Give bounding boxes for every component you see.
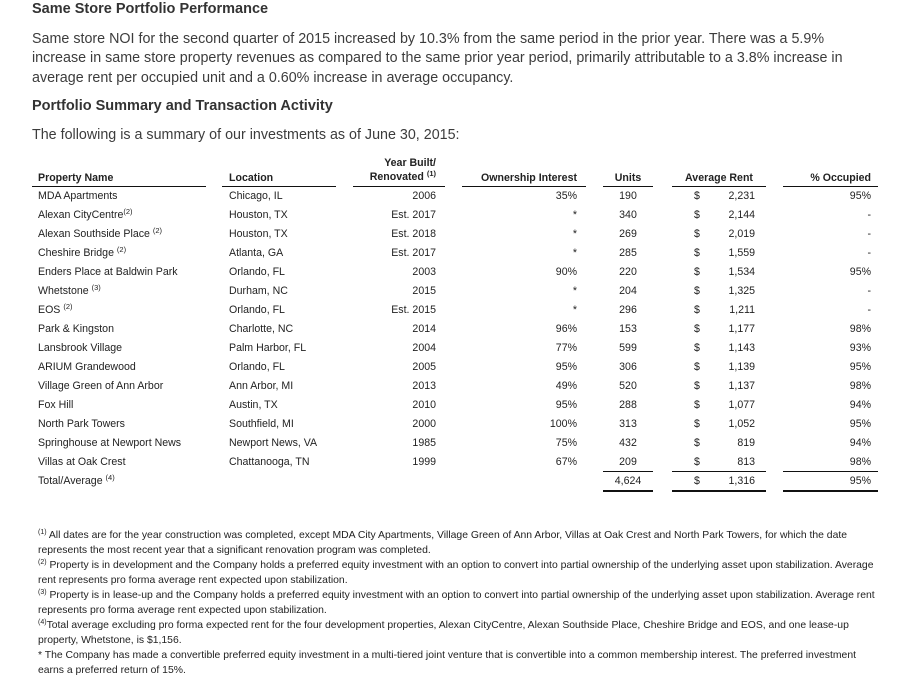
property-name-text: Villas at Oak Crest	[38, 456, 126, 468]
location: Newport News, VA	[229, 437, 318, 449]
table-row	[0, 323, 903, 342]
portfolio-intro-text: The following is a summary of our investments as of June 30, 2015:	[32, 127, 460, 143]
units: 313	[619, 418, 637, 430]
rent-currency: $	[694, 323, 700, 335]
average-rent: 1,143	[728, 342, 755, 354]
rent-currency: $	[694, 399, 700, 411]
header-underline-ownership	[462, 186, 586, 187]
header-underline-occupied	[783, 186, 878, 187]
average-rent: 819	[737, 437, 755, 449]
header-underline-rent	[672, 186, 766, 187]
property-name-text: Park & Kingston	[38, 323, 114, 335]
header-year-line1: Year Built/	[384, 157, 436, 169]
ownership-interest: 100%	[549, 418, 577, 430]
year-built: 2014	[412, 323, 436, 335]
rent-currency: $	[694, 285, 700, 297]
footnotes	[38, 528, 878, 678]
percent-occupied: 95%	[849, 361, 871, 373]
average-rent: 1,077	[728, 399, 755, 411]
property-name-text: Lansbrook Village	[38, 342, 123, 354]
total-currency: $	[694, 475, 700, 487]
table-row	[0, 399, 903, 418]
property-name-text: Springhouse at Newport News	[38, 437, 182, 449]
total-label	[38, 475, 115, 487]
average-rent: 1,559	[728, 247, 755, 259]
units: 306	[619, 361, 637, 373]
percent-occupied: -	[867, 209, 871, 221]
year-built: 2000	[412, 418, 436, 430]
ownership-interest: *	[572, 228, 577, 240]
rent-currency: $	[694, 304, 700, 316]
units: 288	[619, 399, 637, 411]
percent-occupied: 93%	[849, 342, 871, 354]
location: Orlando, FL	[229, 266, 285, 278]
rent-currency: $	[694, 190, 700, 202]
units: 269	[619, 228, 637, 240]
ownership-interest: *	[572, 304, 577, 316]
property-name-text: Alexan CityCentre	[38, 209, 124, 221]
property-name	[38, 323, 114, 335]
percent-occupied: 98%	[849, 456, 871, 468]
location: Durham, NC	[229, 285, 288, 297]
rent-currency: $	[694, 266, 700, 278]
property-name	[38, 418, 125, 430]
property-name	[38, 247, 126, 259]
property-footnote: (2)	[116, 245, 127, 254]
property-name-text: Whetstone	[38, 285, 92, 297]
total-rule-rent	[672, 471, 766, 472]
rent-currency: $	[694, 342, 700, 354]
rent-currency: $	[694, 209, 700, 221]
header-location: Location	[229, 172, 274, 184]
property-name-text: EOS	[38, 304, 64, 316]
units: 204	[619, 285, 637, 297]
double-rule-occupied	[783, 490, 878, 492]
table-row	[0, 304, 903, 323]
footnote-text: All dates are for the year construction was completed, except MDA City Apartments, Village Green of Ann Arbor, Villas at Oak Crest and North Park Towers, for which the date represents the most recent year that a significant renovation program was completed.	[38, 530, 848, 556]
average-rent: 2,231	[728, 190, 755, 202]
property-name	[38, 190, 117, 202]
section-title-portfolio-summary: Portfolio Summary and Transaction Activity	[32, 98, 333, 114]
average-rent: 1,139	[728, 361, 755, 373]
table-row	[0, 266, 903, 285]
location: Orlando, FL	[229, 361, 285, 373]
rent-currency: $	[694, 418, 700, 430]
location: Austin, TX	[229, 399, 278, 411]
location: Chicago, IL	[229, 190, 283, 202]
location: Houston, TX	[229, 209, 288, 221]
rent-currency: $	[694, 437, 700, 449]
property-name-text: Cheshire Bridge	[38, 247, 117, 259]
rent-currency: $	[694, 247, 700, 259]
year-built: 2006	[412, 190, 436, 202]
year-built: Est. 2018	[391, 228, 436, 240]
year-built: 2005	[412, 361, 436, 373]
double-rule-units	[603, 490, 653, 492]
year-built: 2013	[412, 380, 436, 392]
year-built: 1999	[412, 456, 436, 468]
header-average-rent: Average Rent	[685, 172, 753, 184]
location: Palm Harbor, FL	[229, 342, 307, 354]
header-underline-year	[353, 186, 445, 187]
average-rent: 2,144	[728, 209, 755, 221]
percent-occupied: -	[867, 228, 871, 240]
units: 340	[619, 209, 637, 221]
location: Houston, TX	[229, 228, 288, 240]
location: Orlando, FL	[229, 304, 285, 316]
location: Atlanta, GA	[229, 247, 284, 259]
ownership-interest: *	[572, 247, 577, 259]
percent-occupied: 94%	[849, 399, 871, 411]
double-rule-rent	[672, 490, 766, 492]
percent-occupied: 95%	[849, 266, 871, 278]
property-name	[38, 209, 133, 221]
property-name	[38, 228, 162, 240]
units: 209	[619, 456, 637, 468]
footnote-mark: (1)	[38, 529, 47, 536]
property-name-text: Village Green of Ann Arbor	[38, 380, 164, 392]
ownership-interest: 49%	[555, 380, 577, 392]
table-row	[0, 342, 903, 361]
header-underline-units	[603, 186, 653, 187]
percent-occupied: -	[867, 304, 871, 316]
table-row	[0, 209, 903, 228]
ownership-interest: 95%	[555, 399, 577, 411]
footnote	[38, 618, 878, 648]
header-year-footnote: (1)	[426, 168, 436, 178]
year-built: 2015	[412, 285, 436, 297]
property-name-text: North Park Towers	[38, 418, 125, 430]
units: 599	[619, 342, 637, 354]
total-label-text: Total/Average	[38, 475, 106, 487]
average-rent: 813	[737, 456, 755, 468]
footnote-text: Property is in lease-up and the Company holds a preferred equity investment with an option to convert into partial ownership of the underlying asset upon stabilization. Average rent represents pro forma average rent expected upon stabilization.	[38, 590, 875, 616]
units: 220	[619, 266, 637, 278]
units: 153	[619, 323, 637, 335]
property-name	[38, 342, 122, 354]
property-name-text: Enders Place at Baldwin Park	[38, 266, 178, 278]
property-footnote: (3)	[91, 283, 101, 292]
average-rent: 2,019	[728, 228, 755, 240]
location: Charlotte, NC	[229, 323, 294, 335]
units: 296	[619, 304, 637, 316]
ownership-interest: 35%	[555, 190, 577, 202]
location: Southfield, MI	[229, 418, 294, 430]
percent-occupied: 98%	[849, 380, 871, 392]
year-built: 2004	[412, 342, 436, 354]
footnote	[38, 558, 878, 588]
property-name	[38, 361, 136, 373]
header-underline-location	[222, 186, 336, 187]
property-name-text: ARIUM Grandewood	[38, 361, 136, 373]
year-built: 2003	[412, 266, 436, 278]
header-units: Units	[614, 172, 642, 184]
units: 190	[619, 190, 637, 202]
units: 432	[619, 437, 637, 449]
units: 285	[619, 247, 637, 259]
average-rent: 1,534	[728, 266, 755, 278]
property-name-text: Alexan Southside Place	[38, 228, 153, 240]
year-built: Est. 2017	[391, 209, 436, 221]
table-row	[0, 437, 903, 456]
ownership-interest: 77%	[555, 342, 577, 354]
section-title-same-store: Same Store Portfolio Performance	[32, 1, 269, 17]
rent-currency: $	[694, 456, 700, 468]
property-name-text: Fox Hill	[38, 399, 74, 411]
total-units: 4,624	[614, 475, 642, 487]
units: 520	[619, 380, 637, 392]
property-name	[38, 437, 181, 449]
property-name	[38, 456, 126, 468]
percent-occupied: 94%	[849, 437, 871, 449]
total-rent: 1,316	[728, 475, 755, 487]
footnote-mark: (3)	[38, 589, 47, 596]
total-occupied: 95%	[849, 475, 871, 487]
footnote	[38, 648, 878, 678]
header-year-built	[340, 157, 436, 184]
rent-currency: $	[694, 361, 700, 373]
average-rent: 1,052	[728, 418, 755, 430]
year-built: 2010	[412, 399, 436, 411]
table-row	[0, 285, 903, 304]
footnote	[38, 528, 878, 558]
percent-occupied: 95%	[849, 418, 871, 430]
header-year-label: Renovated	[369, 170, 424, 183]
year-built: Est. 2017	[391, 247, 436, 259]
ownership-interest: *	[572, 209, 577, 221]
ownership-interest: 96%	[555, 323, 577, 335]
footnote-mark: (2)	[38, 559, 47, 566]
ownership-interest: *	[572, 285, 577, 297]
rent-currency: $	[694, 228, 700, 240]
property-name	[38, 399, 73, 411]
average-rent: 1,325	[728, 285, 755, 297]
footnote-text: Total average excluding pro forma expected rent for the four development properties, Alexan CityCentre, Alexan Southside Place, Cheshire Bridge and EOS, and one lease-up property, Whetstone, is $1,156.	[38, 620, 849, 646]
rent-currency: $	[694, 380, 700, 392]
property-footnote: (2)	[123, 207, 133, 216]
ownership-interest: 67%	[555, 456, 577, 468]
percent-occupied: 98%	[849, 323, 871, 335]
property-footnote: (2)	[152, 226, 163, 235]
average-rent: 1,177	[728, 323, 755, 335]
year-built: Est. 2015	[391, 304, 436, 316]
header-underline-property	[32, 186, 206, 187]
table-row	[0, 380, 903, 399]
property-name	[38, 266, 178, 278]
average-rent: 1,137	[728, 380, 755, 392]
header-ownership: Ownership Interest	[481, 172, 577, 184]
average-rent: 1,211	[729, 304, 755, 316]
footnote	[38, 588, 878, 618]
same-store-paragraph: Same store NOI for the second quarter of 2015 increased by 10.3% from the same period in the prior year. There was a 5.9% increase in same store property revenues as compared to the same prior year period, primarily attributable to a 3.8% increase in average rent per occupied unit and a 0.60% increase in average occupancy.	[32, 31, 843, 86]
header-year-line2	[340, 168, 436, 185]
table-row	[0, 247, 903, 266]
property-name-text: MDA Apartments	[38, 190, 118, 202]
table-row	[0, 456, 903, 475]
property-name	[38, 380, 163, 392]
header-property-name: Property Name	[38, 172, 114, 184]
location: Chattanooga, TN	[229, 456, 310, 468]
percent-occupied: -	[867, 285, 871, 297]
footnote-text: Property is in development and the Company holds a preferred equity investment with an option to convert into partial ownership of the underlying asset upon stabilization. Average rent represents pro forma average rent expected upon stabilization.	[38, 560, 874, 586]
footnote-text: * The Company has made a convertible preferred equity investment in a multi-tiered joint venture that is convertible into a common membership interest. The preferred investment earns a preferred return of 15%.	[38, 650, 856, 676]
percent-occupied: -	[867, 247, 871, 259]
percent-occupied: 95%	[849, 190, 871, 202]
location: Ann Arbor, MI	[229, 380, 294, 392]
table-row	[0, 190, 903, 209]
ownership-interest: 90%	[555, 266, 577, 278]
table-row	[0, 418, 903, 437]
ownership-interest: 95%	[555, 361, 577, 373]
header-occupied: % Occupied	[810, 172, 871, 184]
total-footnote: (4)	[105, 473, 115, 482]
ownership-interest: 75%	[555, 437, 577, 449]
property-name	[38, 304, 73, 316]
total-rule-occupied	[783, 471, 878, 472]
property-name	[38, 285, 101, 297]
property-footnote: (2)	[63, 302, 73, 311]
table-row	[0, 361, 903, 380]
table-total-row	[0, 475, 903, 494]
table-row	[0, 228, 903, 247]
total-rule-units	[603, 471, 653, 472]
footnote-mark: (4)	[38, 619, 47, 626]
year-built: 1985	[412, 437, 436, 449]
